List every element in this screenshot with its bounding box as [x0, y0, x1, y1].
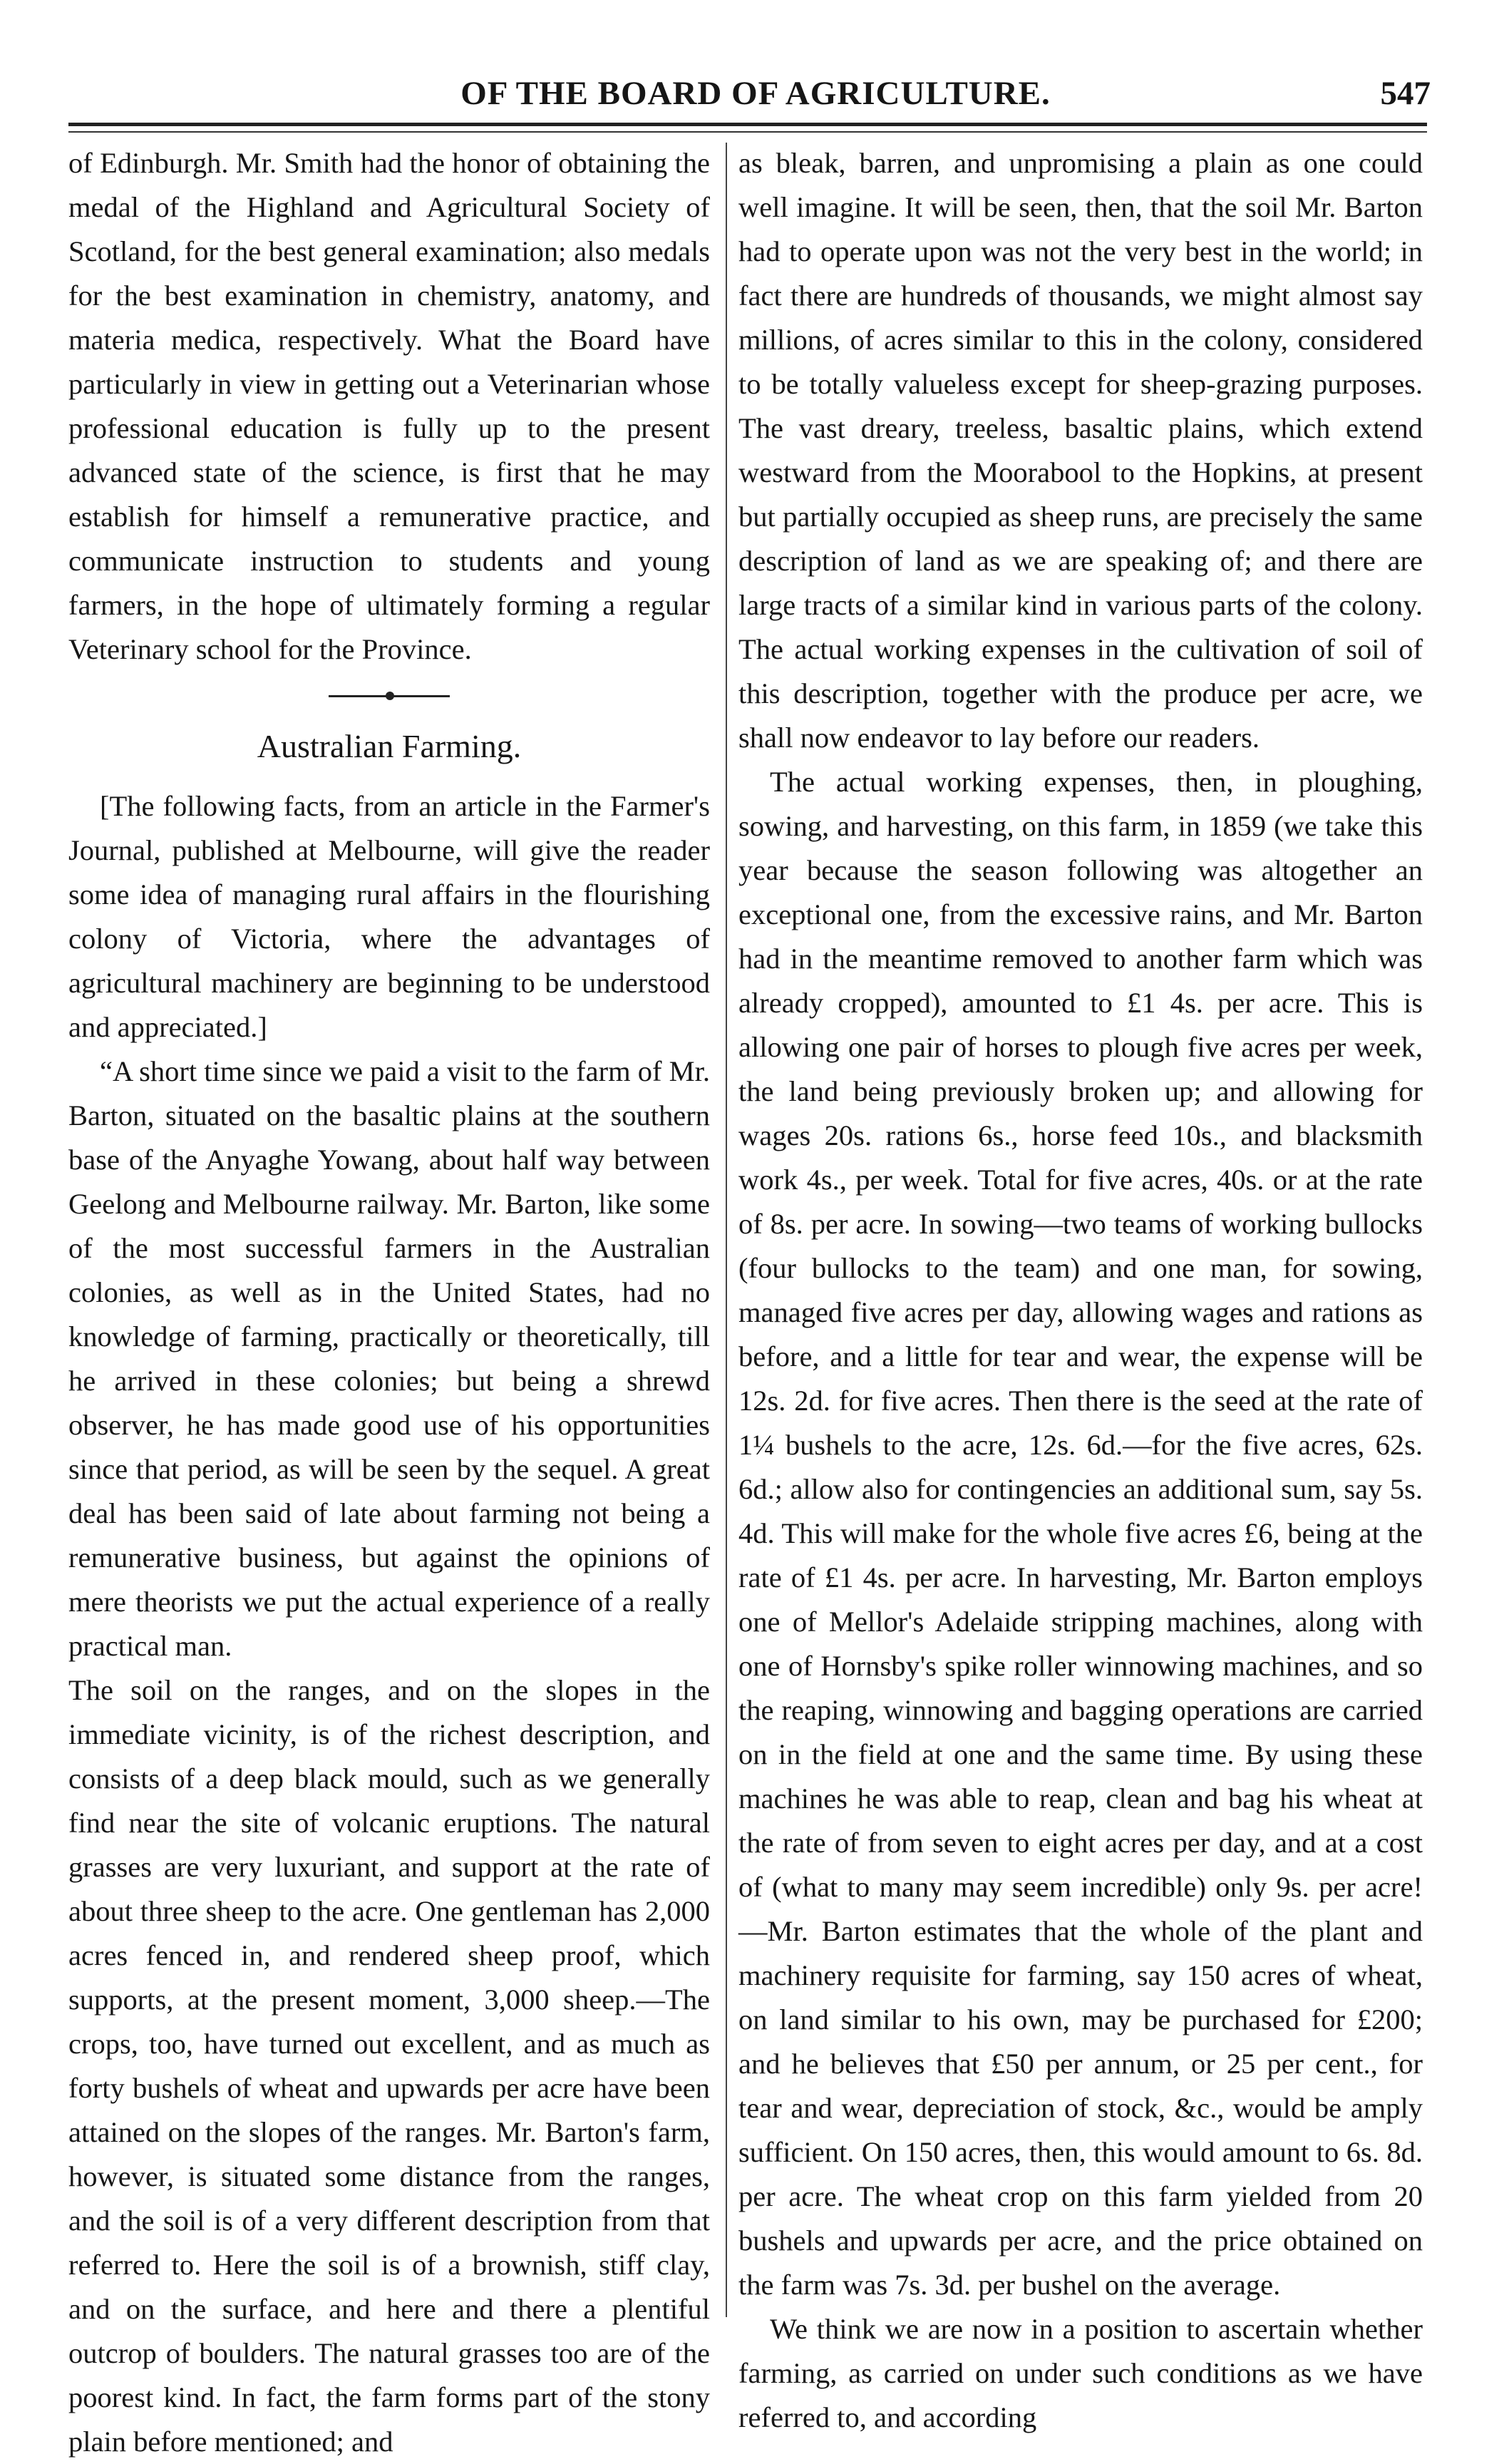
right-column	[738, 141, 1423, 2440]
header-rule-thin	[68, 131, 1427, 133]
article-paragraph-1: “A short time since we paid a visit to the farm of Mr. Barton, situated on the basaltic plains at the southern base of the Anyaghe Yowang, about half way between Geelong and Melbourne railway. Mr. Barton, like some of the most successful farmers in the Australian colonies, as well as in the United States, had no knowledge of farming, practically or theoretically, till he arrived in these colonies; but being a shrewd observer, he has made good use of his opportunities since that period, as will be seen by the sequel. A great deal has been said of late about farming not being a remunerative business, but against the opinions of mere theorists we put the actual experience of a really practical man.	[68, 1055, 710, 1662]
editor-note: [The following facts, from an article in the Farmer's Journal, published at Melbourne, will give the reader some idea of managing rural affairs in the flourishing colony of Victoria, where the advantages of agricultural machinery are beginning to be understood and appreciated.]	[68, 790, 710, 1043]
header-rule-thick	[68, 123, 1427, 126]
section-separator-ornament	[329, 693, 450, 699]
left-column	[68, 141, 710, 2464]
article-paragraph-4: The actual working expenses, then, in ploughing, sowing, and harvesting, on this farm, in 1859 (we take this year because the season following was altogether an exceptional one, from the excessive rains, and Mr. Barton had in the meantime removed to another farm which was already cropped), amounted to £1 4s. per acre. This is allowing one pair of horses to plough five acres per week, the land being previously broken up; and allowing for wages 20s. rations 6s., horse feed 10s., and blacksmith work 4s., per week. Total for five acres, 40s. or at the rate of 8s. per acre. In sowing—two teams of working bullocks (four bullocks to the team) and one man, for sowing, managed five acres per day, allowing wages and rations as before, and a little for tear and wear, the expense will be 12s. 2d. for five acres. Then there is the seed at the rate of 1¼ bushels to the acre, 12s. 6d.—for the five acres, 62s. 6d.; allow also for contingencies an additional sum, say 5s. 4d. This will make for the whole five acres £6, being at the rate of £1 4s. per acre. In harvesting, Mr. Barton employs one of Mellor's Adelaide stripping machines, along with one of Hornsby's spike roller winnowing machines, and so the reaping, winnowing and bagging operations are carried on in the field at one and the same time. By using these machines he was able to reap, clean and bag his wheat at the rate of from seven to eight acres per day, and at a cost of (what to many may seem incredible) only 9s. per acre!—Mr. Barton estimates that the whole of the plant and machinery requisite for farming, say 150 acres of wheat, on land similar to his own, may be purchased for £200; and he believes that £50 per annum, or 25 per cent., for tear and wear, depreciation of stock, &c., would be amply sufficient. On 150 acres, then, this would amount to 6s. 8d. per acre. The wheat crop on this farm yielded from 20 bushels and upwards per acre, and the price obtained on the farm was 7s. 3d. per bushel on the average.	[738, 766, 1423, 2301]
column-divider	[726, 143, 727, 2317]
article-paragraph-2: The soil on the ranges, and on the slopes in the immediate vicinity, is of the richest description, and consists of a deep black mould, such as we generally find near the site of volcanic eruptions. The natural grasses are very luxuriant, and support at the rate of about three sheep to the acre. One gentleman has 2,000 acres fenced in, and rendered sheep proof, which supports, at the present moment, 3,000 sheep.—The crops, too, have turned out excellent, and as much as forty bushels of wheat and upwards per acre have been attained on the slopes of the ranges. Mr. Barton's farm, however, is situated some distance from the ranges, and the soil is of a very different description from that referred to. Here the soil is of a brownish, stiff clay, and on the surface, and here and there a plentiful outcrop of boulders. The natural grasses too are of the poorest kind. In fact, the farm forms part of the stony plain before mentioned; and	[68, 1674, 710, 2458]
running-title: OF THE BOARD OF AGRICULTURE.	[460, 75, 1051, 112]
article-paragraph-3: as bleak, barren, and unpromising a plain as one could well imagine. It will be seen, then, that the soil Mr. Barton had to operate upon was not the very best in the world; in fact there are hundreds of thousands, we might almost say millions, of acres similar to this in the colony, considered to be totally valueless except for sheep-grazing purposes. The vast dreary, treeless, basaltic plains, which extend westward from the Moorabool to the Hopkins, at present but partially occupied as sheep runs, are precisely the same description of land as we are speaking of; and there are large tracts of a similar kind in various parts of the colony. The actual working expenses in the cultivation of soil of this description, together with the produce per acre, we shall now endeavor to lay before our readers.	[738, 147, 1423, 754]
page-number: 547	[1380, 75, 1431, 112]
intro-paragraph: of Edinburgh. Mr. Smith had the honor of obtaining the medal of the Highland and Agricultural Society of Scotland, for the best general examination; also medals for the best examination in chemistry, anatomy, and materia medica, respectively. What the Board have particularly in view in getting out a Veterinarian whose professional education is fully up to the present advanced state of the science, is first that he may establish for himself a remunerative practice, and communicate instruction to students and young farmers, in the hope of ultimately forming a regular Veterinary school for the Province.	[68, 147, 710, 665]
article-paragraph-5: We think we are now in a position to ascertain whether farming, as carried on under such conditions as we have referred to, and according	[738, 2313, 1423, 2433]
section-title: Australian Farming.	[257, 728, 522, 764]
